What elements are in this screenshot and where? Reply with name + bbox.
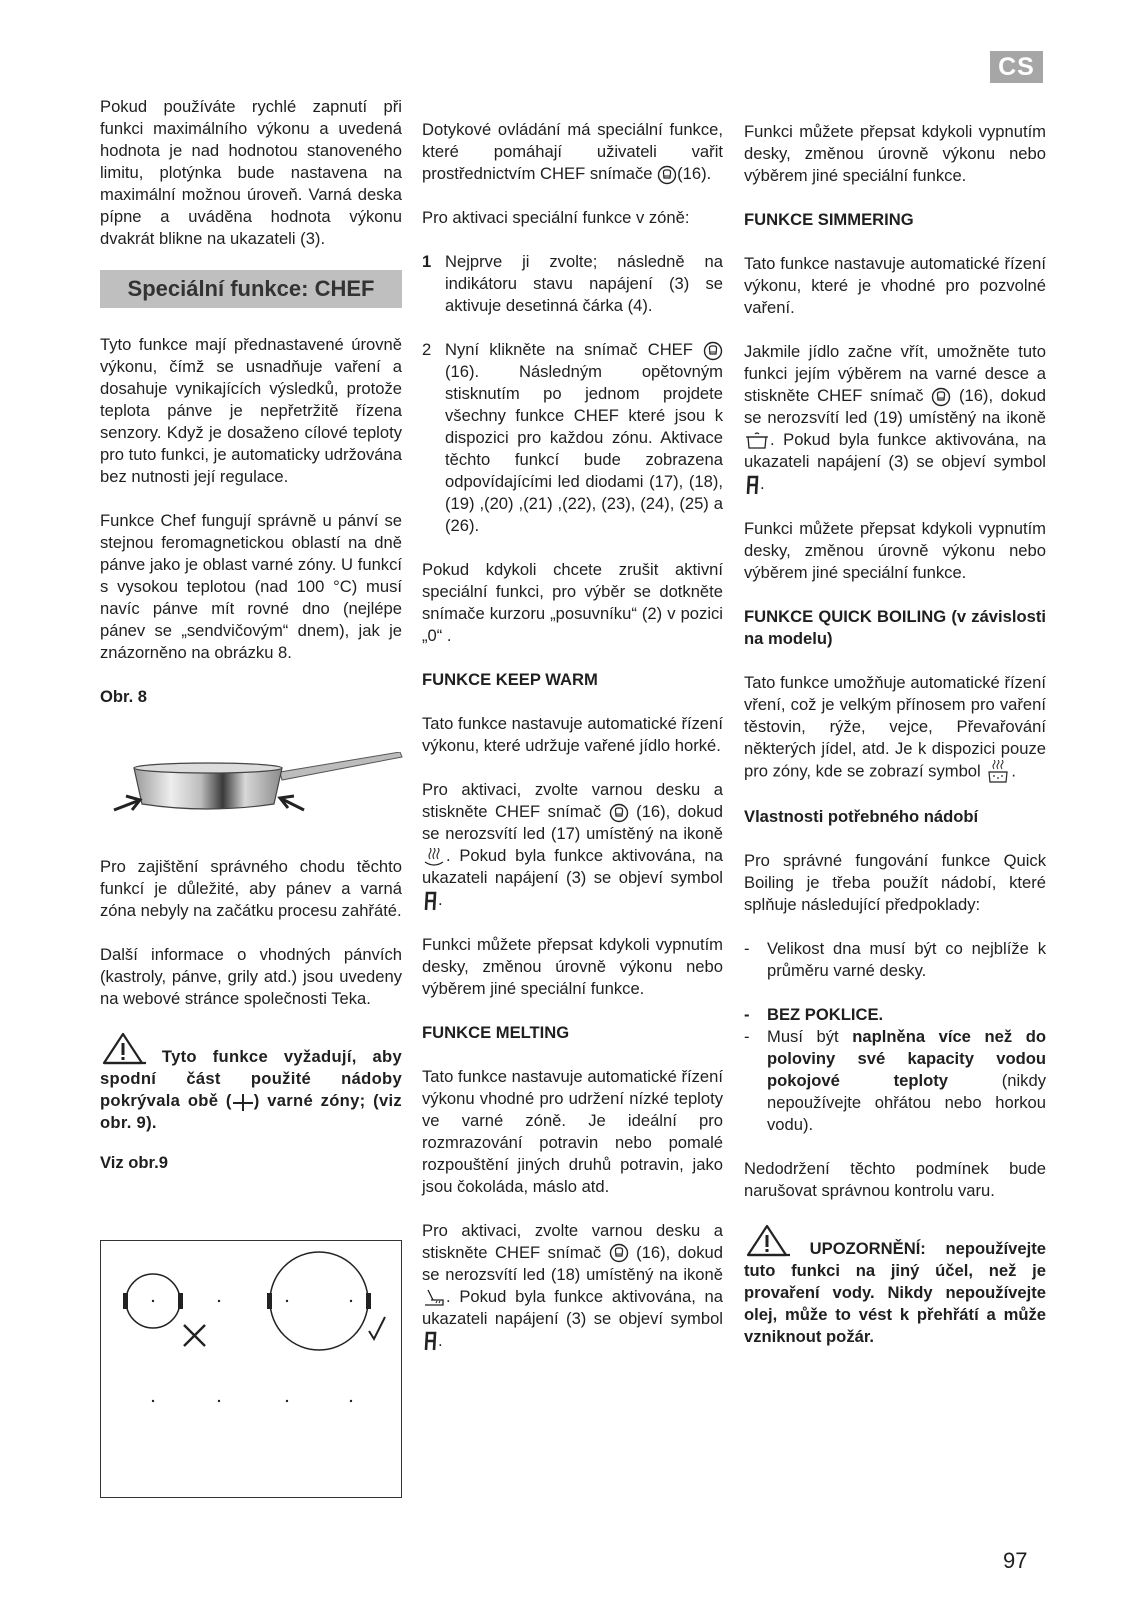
heading-simmering: FUNKCE SIMMERING bbox=[744, 210, 914, 229]
figure-8-label: Obr. 8 bbox=[100, 687, 148, 706]
warning-paragraph-1 bbox=[100, 1032, 402, 1134]
step-1: 1 Nejprve ji zvolte; následně na indikátoru stavu napájení (3) se aktivuje desetinná čárka (4). bbox=[422, 252, 723, 315]
chef-sensor-icon bbox=[703, 341, 723, 361]
figure-9-diagram bbox=[100, 1240, 402, 1498]
keep-warm-activation: Pro aktivaci, zvolte varnou desku a stiskněte CHEF snímač (16), dokud se nerozsvítí led (17) umístěný na ikoně . Pokud byla funkce aktivována, na ukazateli napájení (3) se objeví symbol . bbox=[422, 779, 723, 912]
keep-warm-override: Funkci můžete přepsat kdykoli vypnutím desky, změnou úrovně výkonu nebo výběrem jiné speciální funkce. bbox=[422, 934, 723, 998]
warning-icon bbox=[100, 1032, 146, 1066]
heading-keep-warm: FUNKCE KEEP WARM bbox=[422, 670, 598, 689]
language-badge: CS bbox=[990, 51, 1043, 83]
chef-sensor-icon bbox=[931, 387, 951, 407]
pan-requirements-paragraph: Funkce Chef fungují správně u pánví se stejnou feromagnetickou oblastí na dně pánve jako je oblast varné zóny. U funkcí s vysokou teplotou (nad 100 °C) musí navíc pánve mít rovné dno (nejlépe pánev se „sendvičovým“ dnem), jak je znázorněno na obrázku 8. bbox=[100, 511, 402, 662]
warning-paragraph-2: UPOZORNĚNÍ: nepoužívejte tuto funkci na jiný účel, než je provaření vody. Nikdy nepoužívejte olej, může to vést k přehřátí a může vzniknout požár. bbox=[744, 1224, 1046, 1348]
melting-desc: Tato funkce nastavuje automatické řízení výkonu vhodné pro udržení nízké teploty ve varné zóně. Je ideální pro rozmrazování potravin nebo pomalé rozpouštění jiných druhů potravin, jako jsou čokoláda, máslo atd. bbox=[422, 1066, 723, 1196]
check-icon bbox=[369, 1317, 385, 1339]
heading-melting: FUNKCE MELTING bbox=[422, 1022, 570, 1042]
quick-boiling-desc: Tato funkce umožňuje automatické řízení vření, což je velkým přínosem pro vaření těstovin, rýže, vejce, Převařování některých jídel, atd. Je k dispozici pouze pro zóny, kde se zobrazí symbol . bbox=[744, 672, 1046, 784]
chef-intro-paragraph: Tyto funkce mají přednastavené úrovně výkonu, čímž se usnadňuje vaření a dosahuje vynikajících výsledků, protože teplota pánve je nepřetržitě řízena senzory. Když je dosaženo cílové teploty pro tuto funkci, je automaticky udržována bez nutnosti její regulace. bbox=[100, 335, 402, 486]
keep-warm-desc: Tato funkce nastavuje automatické řízení výkonu, které udržuje vařené jídlo horké. bbox=[422, 714, 723, 755]
chef-sensor-icon bbox=[609, 803, 629, 823]
chef-sensor-icon bbox=[657, 165, 677, 185]
warning-text-b: ) varné zóny; (viz obr. 9). bbox=[100, 1091, 402, 1132]
override-paragraph: Funkci můžete přepsat kdykoli vypnutím desky, změnou úrovně výkonu nebo výběrem jiné speciální funkce. bbox=[744, 122, 1046, 185]
quick-boiling-icon bbox=[985, 760, 1011, 784]
function-active-symbol-icon bbox=[422, 1330, 438, 1352]
page-number: 97 bbox=[1003, 1548, 1028, 1573]
simmering-override: Funkci můžete přepsat kdykoli vypnutím desky, změnou úrovně výkonu nebo výběrem jiné speciální funkce. bbox=[744, 518, 1046, 582]
requirement-2: - BEZ POKLICE. bbox=[744, 1004, 884, 1024]
requirement-1: - Velikost dna musí být co nejblíže k průměru varné desky. bbox=[744, 938, 1046, 980]
cookware-intro: Pro správné fungování funkce Quick Boiling je třeba použít nádobí, které splňuje následující předpoklady: bbox=[744, 850, 1046, 914]
warning-icon bbox=[744, 1224, 790, 1258]
cancel-function-paragraph: Pokud kdykoli chcete zrušit aktivní speciální funkci, pro výběr se dotkněte snímače kurzoru „posuvníku“ (2) v pozici „0“ . bbox=[422, 560, 723, 645]
keep-warm-icon bbox=[422, 848, 446, 866]
chef-sensor-icon bbox=[609, 1243, 629, 1263]
simmering-activation: Jakmile jídlo začne vřít, umožněte tuto funkci jejím výběrem na varné desce a stiskněte CHEF snímač (16), dokud se nerozsvítí led (19) umístěný na ikoně . Pokud byla funkce aktivována, na ukazateli napájení (3) se objeví symbol . bbox=[744, 341, 1046, 496]
heading-cookware-properties: Vlastnosti potřebného nádobí bbox=[744, 806, 979, 826]
activation-intro: Pro aktivaci speciální funkce v zóně: bbox=[422, 208, 690, 227]
touch-control-paragraph: Dotykové ovládání má speciální funkce, které pomáhají uživateli vařit prostřednictvím CHEF snímače (16). bbox=[422, 120, 723, 183]
column-3 bbox=[744, 121, 1046, 1370]
preheat-paragraph: Pro zajištění správného chodu těchto funkcí je důležité, aby pánev a varná zóna nebyly na začátku procesu zahřáté. bbox=[100, 857, 402, 920]
frying-pan-illustration bbox=[112, 752, 407, 832]
melting-icon bbox=[422, 1287, 446, 1307]
warning-text-a: Tyto funkce vyžadují, aby spodní část použité nádoby pokrývala obě ( bbox=[100, 1047, 402, 1110]
cross-icon bbox=[184, 1325, 205, 1346]
step-2: 2 Nyní klikněte na snímač CHEF (16). Následným opětovným stisknutím po jednom projdete všechny funkce CHEF které jsou k dispozici pro každou zónu. Aktivace těchto funkcí bude zobrazena odpovídajícími led diodami (17), (18), (19) ,(20) ,(21) ,(22), (23), (24), (25) a (26). bbox=[422, 340, 723, 535]
simmering-icon bbox=[744, 431, 770, 451]
function-active-symbol-icon bbox=[422, 890, 438, 912]
heading-quick-boiling: FUNKCE QUICK BOILING (v závislosti na modelu) bbox=[744, 606, 1046, 648]
figure-9-label: Viz obr.9 bbox=[100, 1153, 168, 1172]
column-2 bbox=[422, 119, 723, 1374]
intro-paragraph: Pokud používáte rychlé zapnutí při funkci maximálního výkonu a uvedená hodnota je nad hodnotou stanoveného limitu, plotýnka bude nastavena na maximální možnou úroveň. Varná deska pípne a uváděna hodnota výkonu dvakrát blikne na ukazateli (3). bbox=[100, 97, 402, 248]
column-1-lower bbox=[100, 856, 402, 1174]
dual-zone-icon bbox=[232, 1092, 254, 1112]
column-1 bbox=[100, 96, 402, 272]
requirement-3: - Musí být naplněna více než do poloviny své kapacity vodou pokojové teploty (nikdy nepoužívejte ohřátou nebo horkou vodu). bbox=[744, 1026, 1046, 1134]
teka-info-paragraph: Další informace o vhodných pánvích (kastroly, pánve, grily atd.) jsou uvedeny na webové stránce společnosti Teka. bbox=[100, 945, 402, 1008]
column-1-body bbox=[100, 334, 402, 714]
section-title-chef: Speciální funkce: CHEF bbox=[100, 270, 402, 308]
noncompliance-paragraph: Nedodržení těchto podmínek bude narušovat správnou kontrolu varu. bbox=[744, 1158, 1046, 1200]
melting-activation: Pro aktivaci, zvolte varnou desku a stiskněte CHEF snímač (16), dokud se nerozsvítí led (18) umístěný na ikoně . Pokud byla funkce aktivována, na ukazateli napájení (3) se objeví symbol . bbox=[422, 1220, 723, 1353]
simmering-desc: Tato funkce nastavuje automatické řízení výkonu, které je vhodné pro pozvolné vaření. bbox=[744, 254, 1046, 317]
function-active-symbol-icon bbox=[744, 474, 760, 496]
